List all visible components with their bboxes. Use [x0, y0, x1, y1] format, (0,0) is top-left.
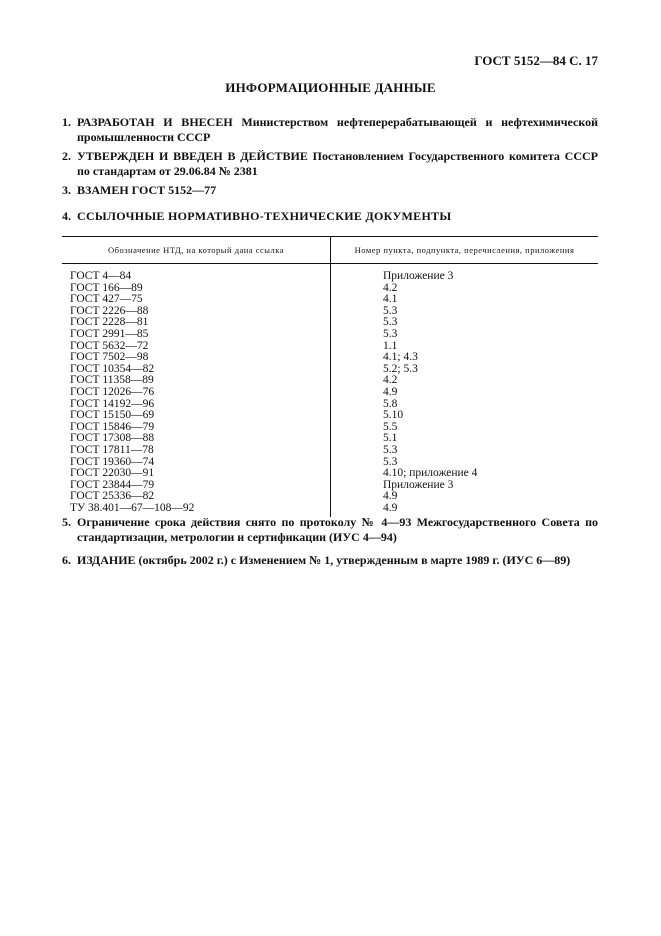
cell-document: ГОСТ 11358—89 [62, 375, 331, 387]
table-row [62, 445, 598, 457]
cell-document: ГОСТ 10354—82 [62, 364, 331, 376]
item-lead: ВЗАМЕН ГОСТ 5152—77 [77, 183, 217, 197]
cell-document: ГОСТ 17811—78 [62, 445, 331, 457]
table-header-row [62, 237, 598, 264]
cell-clause: 5.10 [383, 409, 404, 422]
cell-clause: 4.2 [383, 374, 398, 387]
info-item-4 [62, 209, 598, 224]
info-item-2 [62, 149, 598, 179]
table-row [62, 264, 598, 283]
cell-document: ГОСТ 2228—81 [62, 317, 331, 329]
item-text [77, 515, 598, 545]
cell-clause: 4.9 [383, 385, 398, 398]
cell-document: ГОСТ 14192—96 [62, 399, 331, 411]
references-table [62, 236, 598, 517]
cell-clause: 5.8 [383, 397, 398, 410]
document-title: ИНФОРМАЦИОННЫЕ ДАННЫЕ [225, 80, 436, 95]
cell-document: ГОСТ 22030—91 [62, 468, 331, 480]
cell-document: ГОСТ 12026—76 [62, 387, 331, 399]
info-item-6 [62, 553, 598, 568]
cell-clause: 5.5 [383, 420, 398, 433]
cell-clause: 5.3 [383, 443, 398, 456]
cell-document: ГОСТ 15150—69 [62, 410, 331, 422]
item-lead: РАЗРАБОТАН И ВНЕСЕН [77, 115, 233, 129]
item-number: 5. [62, 515, 71, 529]
cell-document: ГОСТ 23844—79 [62, 480, 331, 492]
item-text [77, 209, 598, 224]
column-header-clause: Номер пункта, подпункта, перечисления, приложения [331, 237, 599, 264]
cell-document: ГОСТ 4—84 [62, 264, 331, 283]
cell-clause: 4.9 [383, 501, 398, 514]
info-item-1 [62, 115, 598, 145]
cell-clause: 4.1; 4.3 [383, 351, 418, 364]
cell-document: ГОСТ 166—89 [62, 283, 331, 295]
table-row [62, 329, 598, 341]
cell-document: ГОСТ 7502—98 [62, 352, 331, 364]
info-item-5 [62, 515, 598, 545]
item-body: (октябрь 2002 г.) с Изменением № 1, утвержденным в марте 1989 г. (ИУС 6—89) [135, 553, 571, 567]
table-row [62, 468, 598, 480]
cell-clause: 4.2 [383, 281, 398, 294]
cell-document: ГОСТ 2991—85 [62, 329, 331, 341]
item-lead: УТВЕРЖДЕН И ВВЕДЕН В ДЕЙСТВИЕ [77, 149, 308, 163]
item-number: 1. [62, 115, 71, 129]
item-number: 2. [62, 149, 71, 163]
cell-document: ГОСТ 19360—74 [62, 457, 331, 469]
item-text [77, 553, 598, 568]
cell-document: ГОСТ 15846—79 [62, 422, 331, 434]
page-header: ГОСТ 5152—84 С. 17 [474, 53, 598, 68]
cell-clause: 4.1 [383, 293, 398, 306]
item-body: Постановлением Государственного комитета СССР по стандартам от 29.06.84 № 2381 [77, 149, 598, 178]
item-text [77, 183, 598, 198]
cell-clause: Приложение 3 [383, 478, 454, 491]
references-table-body [62, 264, 598, 518]
cell-clause: 5.3 [383, 316, 398, 329]
cell-clause: Приложение 3 [383, 270, 454, 282]
cell-document: ГОСТ 5632—72 [62, 341, 331, 353]
item-text [77, 115, 598, 145]
cell-clause: 4.10; приложение 4 [383, 467, 478, 480]
cell-document: ГОСТ 427—75 [62, 294, 331, 306]
item-lead: ИЗДАНИЕ [77, 553, 136, 567]
item-body: Ограничение срока действия снято по протоколу № 4—93 Межгосударственного Совета по стандартизации, метрологии и сертификации (ИУС 4—94) [77, 515, 598, 544]
cell-document: ТУ 38.401—67—108—92 [62, 503, 331, 518]
table-row [62, 387, 598, 399]
cell-document: ГОСТ 25336—82 [62, 491, 331, 503]
item-number: 3. [62, 183, 71, 197]
cell-clause: 1.1 [383, 339, 398, 352]
cell-clause: 5.3 [383, 455, 398, 468]
cell-clause: 4.9 [383, 490, 398, 503]
item-lead: ССЫЛОЧНЫЕ НОРМАТИВНО-ТЕХНИЧЕСКИЕ ДОКУМЕНТЫ [77, 209, 452, 223]
table-row [62, 410, 598, 422]
cell-clause: 5.3 [383, 327, 398, 340]
info-item-3 [62, 183, 598, 198]
item-number: 6. [62, 553, 71, 567]
column-header-document: Обозначение НТД, на который дана ссылка [62, 237, 331, 264]
cell-document: ГОСТ 17308—88 [62, 433, 331, 445]
item-body: Министерством нефтеперерабатывающей и нефтехимической промышленности СССР [77, 115, 598, 144]
item-text [77, 149, 598, 179]
cell-clause: 5.3 [383, 304, 398, 317]
cell-clause: 5.2; 5.3 [383, 362, 418, 375]
table-row [62, 352, 598, 364]
cell-document: ГОСТ 2226—88 [62, 306, 331, 318]
item-number: 4. [62, 209, 71, 223]
cell-clause: 5.1 [383, 432, 398, 445]
